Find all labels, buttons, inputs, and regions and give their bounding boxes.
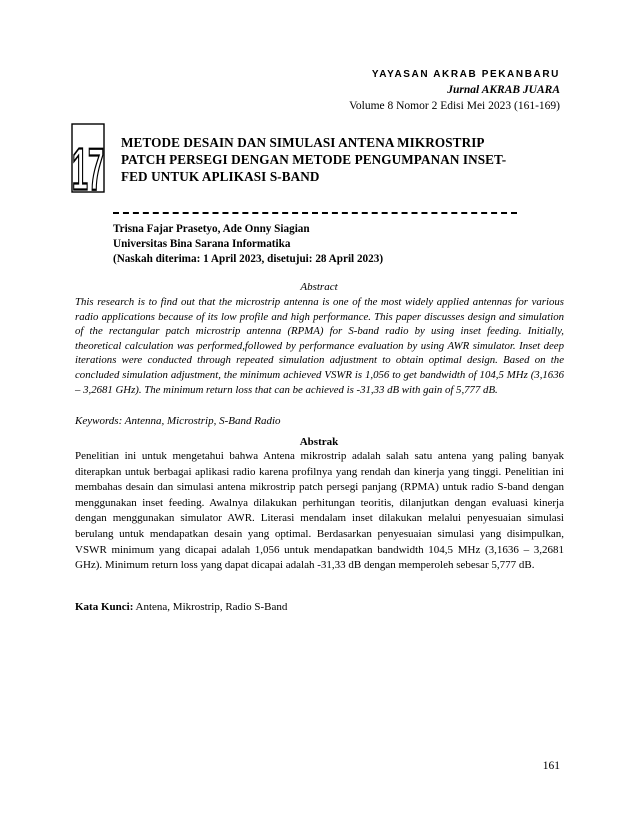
submission-dates: (Naskah diterima: 1 April 2023, disetujui: 28 April 2023) — [113, 253, 384, 265]
abstract-en-heading: Abstract — [300, 281, 338, 293]
page-number: 161 — [542, 760, 560, 772]
title-line-1: METODE DESAIN DAN SIMULASI ANTENA MIKROSTRIP — [121, 135, 485, 150]
author-affiliation: Universitas Bina Sarana Informatika — [113, 238, 291, 250]
title-line-3: FED UNTUK APLIKASI S-BAND — [121, 169, 320, 184]
keywords-id-values: Antena, Mikrostrip, Radio S-Band — [133, 601, 288, 613]
paper-title — [121, 134, 571, 185]
chapter-number-graphic — [70, 122, 106, 194]
volume-info: Volume 8 Nomor 2 Edisi Mei 2023 (161-169) — [349, 100, 560, 112]
abstract-id-text: Penelitian ini untuk mengetahui bahwa Antena mikrostrip adalah salah satu antena yang paling banyak diterapkan untuk berbagai aplikasi radio karena profilnya yang rendah dan kinerja yang tinggi. Penelitian ini membahas desain dan simulasi antena mikrostrip patch persegi panjang (RPMA) untuk radio S-band dengan menggunakan inset feeding. Awalnya dilakukan perhitungan teoritis, dilanjutkan dengan evaluasi kinerja dengan menggunakan simulator AWR. Literasi mendalam inset dilakukan melalui penyesuaian simulasi berulang untuk mendapatkan desain yang optimal. Berdasarkan penyesuaian simulasi yang disimpulkan, VSWR minimum yang dicapai adalah 1,056 untuk mendapatkan bandwidth 104,5 MHz (3,1636 – 3,2681 GHz). Minimum return loss yang dapat dicapai adalah -31,33 dB dengan memperoleh sebesar 5,777 dB. — [75, 450, 564, 572]
chapter-badge — [70, 122, 106, 194]
keywords-en: Keywords: Antenna, Microstrip, S-Band Radio — [75, 415, 281, 427]
abstract-id-heading: Abstrak — [299, 436, 339, 448]
keywords-id-label: Kata Kunci: — [75, 601, 134, 613]
chapter-number: 17 — [71, 136, 105, 194]
title-divider — [113, 212, 517, 214]
publisher-name: YAYASAN AKRAB PEKANBARU — [371, 69, 560, 80]
keywords-id — [75, 601, 287, 613]
author-names: Trisna Fajar Prasetyo, Ade Onny Siagian — [113, 223, 310, 235]
author-block — [113, 222, 383, 267]
journal-name: Jurnal AKRAB JUARA — [447, 84, 560, 96]
abstract-en-text: This research is to find out that the microstrip antenna is one of the most widely applied antennas for various radio applications because of its low profile and high performance. This paper discusses design and simulation of the rectangular patch microstrip antenna (RPMA) for S-band radio by using inset feeding. Initially, theoretical calculation was performed,followed by performance evaluation by using AWR simulator. Inset deep iterations were conducted through repeated simulation adjustment to obtain optimal design. Based on the concluded simulation adjustment, the minimum achieved VSWR is 1,056 to get bandwidth of 104,5 MHz (3,1636 – 3,2681 GHz). The minimum return loss that can be achieved is -31,33 dB with gain of 5,777 dB. — [75, 296, 564, 396]
title-line-2: PATCH PERSEGI DENGAN METODE PENGUMPANAN INSET- — [121, 152, 507, 167]
